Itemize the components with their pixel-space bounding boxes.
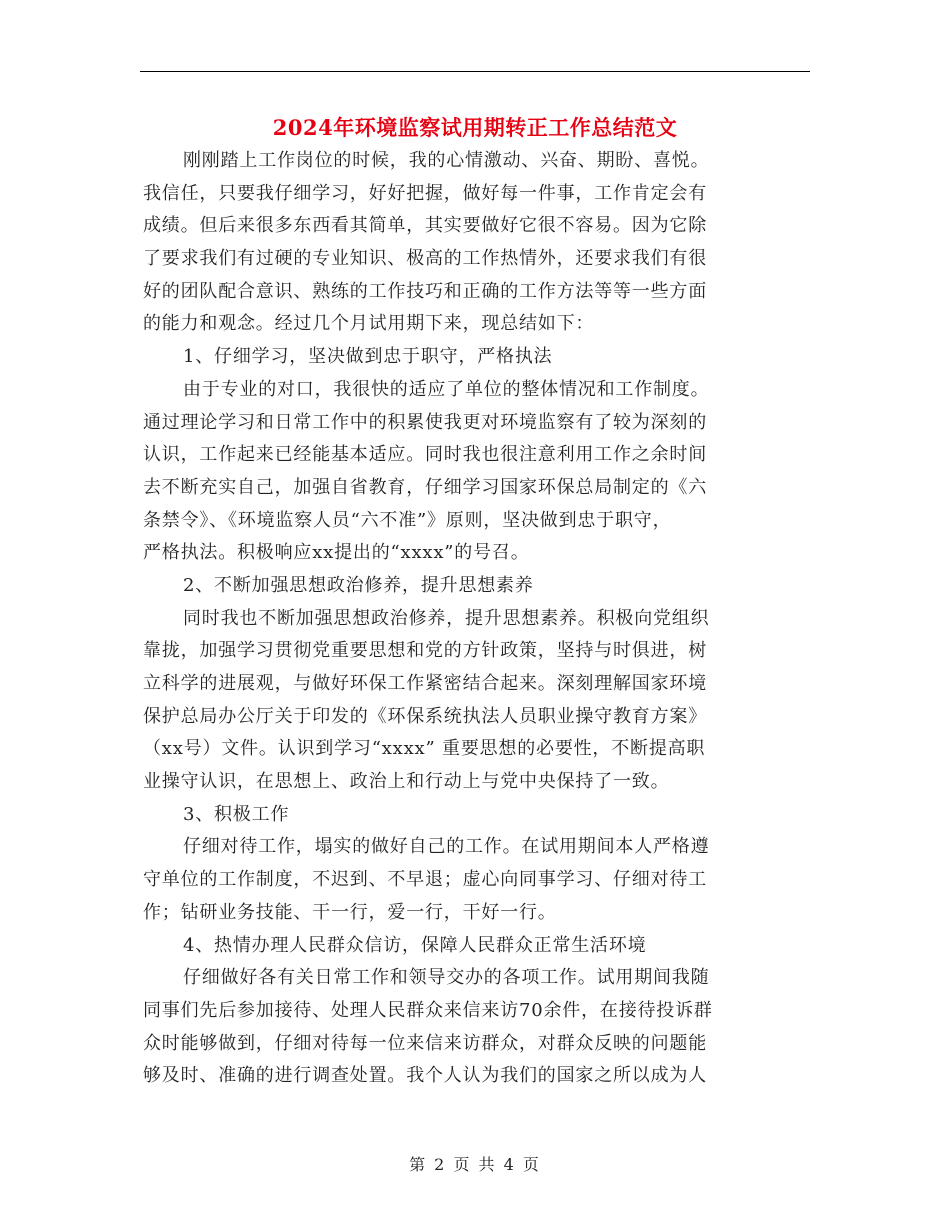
body-line: 去不断充实自己，加强自省教育，仔细学习国家环保总局制定的《六 bbox=[143, 476, 707, 498]
body-line: 通过理论学习和日常工作中的积累使我更对环境监察有了较为深刻的 bbox=[143, 411, 707, 433]
body-line: 够及时、准确的进行调查处置。我个人认为我们的国家之所以成为人 bbox=[143, 1065, 707, 1087]
body-line: 立科学的进展观，与做好环保工作紧密结合起来。深刻理解国家环境 bbox=[143, 673, 707, 694]
body-line: 我信任，只要我仔细学习，好好把握，做好每一件事，工作肯定会有 bbox=[143, 182, 707, 204]
body-line: 仔细对待工作，塌实的做好自己的工作。在试用期间本人严格遵 bbox=[183, 836, 710, 858]
body-line: （xx号）文件。认识到学习“xxxx” 重要思想的必要性，不断提高职 bbox=[143, 738, 706, 760]
section-heading: 1、仔细学习，坚决做到忠于职守，严格执法 bbox=[183, 346, 553, 368]
page-number: 第 2 页 共 4 页 bbox=[409, 1155, 541, 1174]
section-heading: 4、热情办理人民群众信访，保障人民群众正常生活环境 bbox=[183, 934, 647, 956]
section-heading: 2、不断加强思想政治修养，提升思想素养 bbox=[183, 574, 534, 596]
body-line: 仔细做好各有关日常工作和领导交办的各项工作。试用期间我随 bbox=[183, 967, 710, 989]
body-line: 守单位的工作制度，不迟到、不早退；虚心向同事学习、仔细对待工 bbox=[143, 869, 707, 891]
section-heading: 3、积极工作 bbox=[183, 803, 290, 825]
document-body bbox=[143, 145, 813, 1093]
body-line: 同时我也不断加强思想政治修养，提升思想素养。积极向党组织 bbox=[183, 607, 710, 629]
body-line: 众时能够做到，仔细对待每一位来信来访群众，对群众反映的问题能 bbox=[143, 1032, 707, 1054]
body-line: 刚刚踏上工作岗位的时候，我的心情激动、兴奋、期盼、喜悦。 bbox=[183, 150, 710, 171]
body-line: 严格执法。积极响应xx提出的“xxxx”的号召。 bbox=[143, 542, 530, 564]
body-line: 的能力和观念。经过几个月试用期下来，现总结如下： bbox=[143, 313, 595, 335]
body-line: 好的团队配合意识、熟练的工作技巧和正确的工作方法等等一些方面 bbox=[143, 280, 707, 302]
body-line: 靠拢，加强学习贯彻党重要思想和党的方针政策，坚持与时俱进，树 bbox=[143, 640, 707, 662]
body-line: 条禁令》、《环境监察人员“六不准”》原则，坚决做到忠于职守， bbox=[143, 509, 672, 531]
body-line: 成绩。但后来很多东西看其简单，其实要做好它很不容易。因为它除 bbox=[143, 215, 707, 237]
body-line: 了要求我们有过硬的专业知识、极高的工作热情外，还要求我们有很 bbox=[143, 248, 707, 270]
body-line: 业操守认识，在思想上、政治上和行动上与党中央保持了一致。 bbox=[143, 771, 670, 793]
body-line: 作；钻研业务技能、干一行，爱一行，干好一行。 bbox=[143, 901, 557, 923]
body-line: 认识，工作起来已经能基本适应。同时我也很注意利用工作之余时间 bbox=[143, 444, 707, 466]
document-title: 2024年环境监察试用期转正工作总结范文 bbox=[272, 115, 678, 140]
header-rule bbox=[140, 71, 810, 72]
body-line: 由于专业的对口，我很快的适应了单位的整体情况和工作制度。 bbox=[183, 378, 710, 400]
body-line: 保护总局办公厅关于印发的《环保系统执法人员职业操守教育方案》 bbox=[143, 705, 707, 727]
body-line: 同事们先后参加接待、处理人民群众来信来访70余件，在接待投诉群 bbox=[143, 999, 713, 1021]
